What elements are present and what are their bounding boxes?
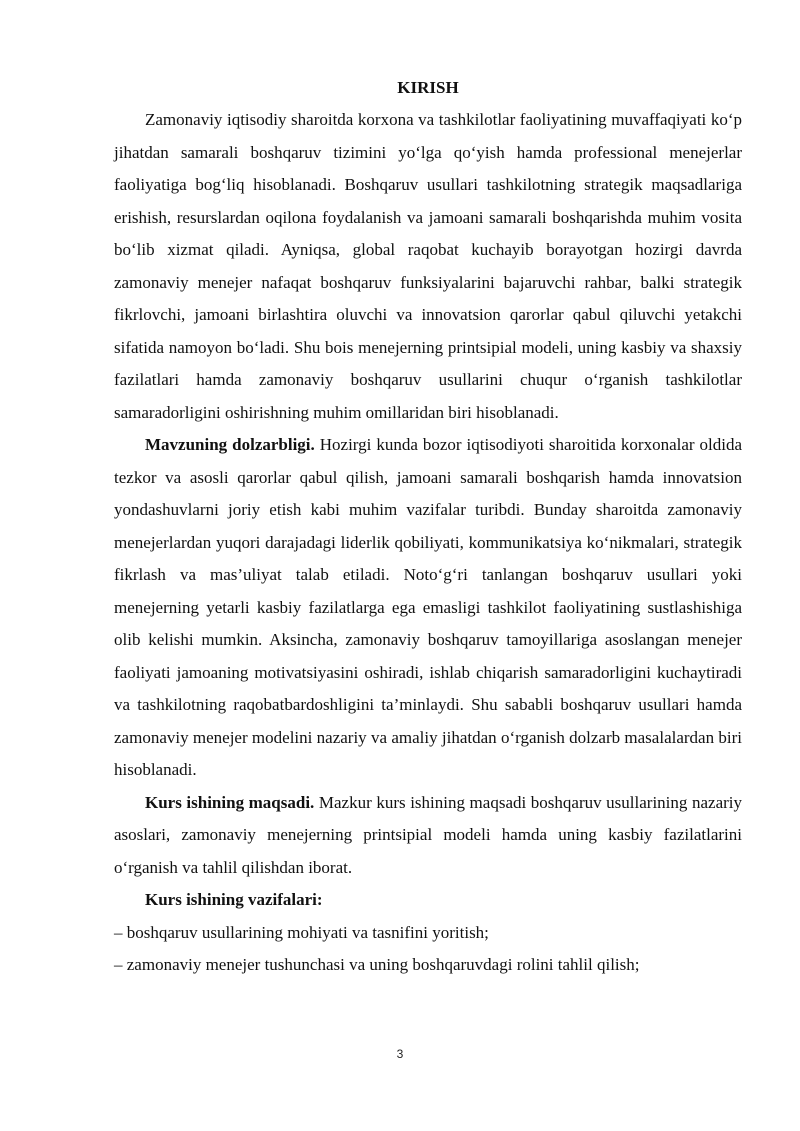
section-heading: KIRISH — [397, 78, 459, 97]
task-list-item: – zamonaviy menejer tushunchasi va uning boshqaruvdagi rolini tahlil qilish; — [114, 955, 640, 974]
page-number: 3 — [396, 1047, 404, 1061]
intro-paragraph: Zamonaviy iqtisodiy sharoitda korxona va tashkilotlar faoliyatining muvaffaqiyati ko‘p jihatdan samarali boshqaruv tizimini yo‘lga qo‘yish hamda professional menejerlar faoliyatiga bog‘liq hisoblanadi. Boshqaruv usullari tashkilotning strategik maqsadlariga erishish, resurslardan oqilona foydalanish va jamoani samarali boshqarishda muhim vosita bo‘lib xizmat qiladi. Ayniqsa, global raqobat kuchayib borayotgan hozirgi davrda zamonaviy menejer nafaqat boshqaruv funksiyalarini bajaruvchi rahbar, balki strategik fikrlovchi, jamoani birlashtira oluvchi va innovatsion qarorlar qabul qiluvchi yetakchi sifatida namoyon bo‘ladi. Shu bois menejerning printsipial modeli, uning kasbiy va shaxsiy fazilatlari hamda zamonaviy boshqaruv usullarini chuqur o‘rganish tashkilotlar samaradorligini oshirishning muhim omillaridan biri hisoblanadi. — [114, 110, 742, 422]
task-list-item: – boshqaruv usullarining mohiyati va tasnifini yoritish; — [114, 922, 489, 942]
relevance-paragraph — [114, 429, 742, 787]
document-page — [114, 74, 742, 982]
relevance-text: Hozirgi kunda bozor iqtisodiyoti sharoitida korxonalar oldida tezkor va asosli qarorlar qabul qilish, jamoani samarali boshqarish hamda innovatsion yondashuvlarni joriy etish kabi muhim vazifalar turibdi. Bunday sharoitda zamonaviy menejerlardan yuqori darajadagi liderlik qobiliyati, kommunikatsiya ko‘nikmalari, strategik fikrlash va mas’uliyat talab etiladi. Noto‘g‘ri tanlangan boshqaruv usullari yoki menejerning yetarli kasbiy fazilatlarga ega emasligi tashkilot faoliyatining sustlashishiga olib kelishi mumkin. Aksincha, zamonaviy boshqaruv tamoyillariga asoslangan menejer faoliyati jamoaning motivatsiyasini oshiradi, ishlab chiqarish samaradorligini kuchaytiradi va tashkilotning raqobatbardoshligini ta’minlaydi. Shu sababli boshqaruv usullari hamda zamonaviy menejer modelini nazariy va amaliy jihatdan o‘rganish dolzarb masalalardan biri hisoblanadi. — [114, 435, 742, 779]
goal-paragraph — [114, 787, 742, 885]
relevance-label: Mavzuning dolzarbligi. — [145, 435, 315, 454]
tasks-heading-paragraph — [114, 884, 742, 917]
goal-text: Mazkur kurs ishining maqsadi boshqaruv usullarining nazariy asoslari, zamonaviy menejerning printsipial modeli hamda uning kasbiy fazilatlarini o‘rganish va tahlil qilishdan iborat. — [114, 792, 742, 877]
goal-label: Kurs ishining maqsadi. — [145, 792, 315, 812]
tasks-label: Kurs ishining vazifalari: — [145, 890, 323, 909]
